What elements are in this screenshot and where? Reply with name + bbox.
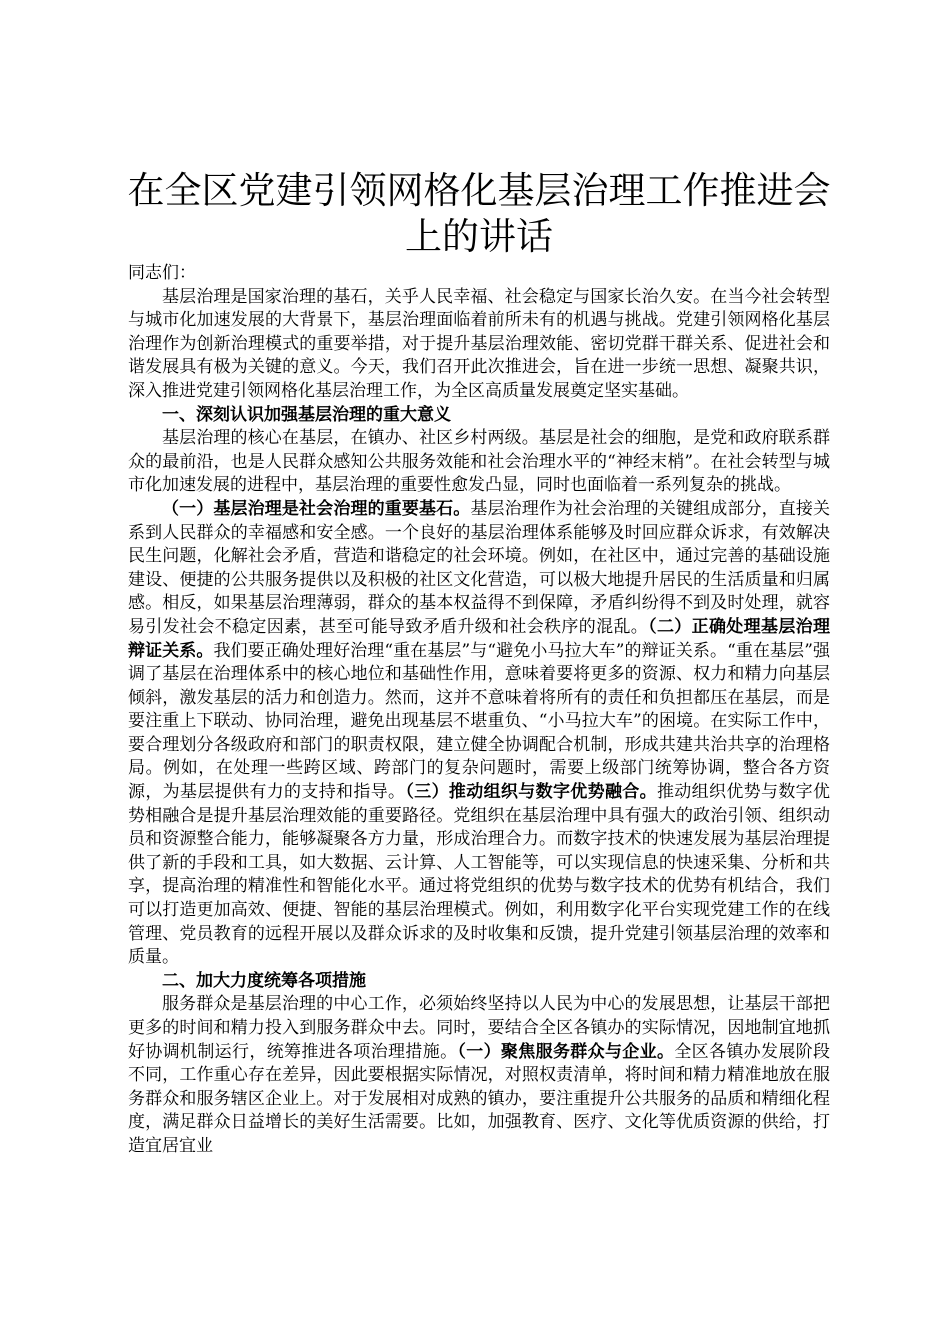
section1-sub2-text: 我们要正确处理好治理“重在基层”与“避免小马拉大车”的辩证关系。“重在基层”强调了基层在治理体系中的核心地位和基础性作用，意味着要将更多的资源、权力和精力向基层倾斜，激发基层的活力和创造力。然而，这并不意味着将所有的责任和负担都压在基层，而是要注重上下联动、协同治理，避免出现基层不堪重负、“小马拉大车”的困境。在实际工作中，要合理划分各级政府和部门的职责权限，建立健全协调配合机制，形成共建共治共享的治理格局。例如，在处理一些跨区域、跨部门的复杂问题时，需要上级部门统筹协调，整合各方资源，为基层提供有力的支持和指导。 — [128, 640, 830, 803]
document-title: 在全区党建引领网格化基层治理工作推进会上的讲话 — [127, 169, 831, 258]
section1-sub1-title: （一）基层治理是社会治理的重要基石。 — [162, 498, 471, 519]
section1-sub3-title: （三）推动组织与数字优势融合。 — [405, 782, 657, 803]
intro-paragraph: 基层治理是国家治理的基石，关乎人民幸福、社会稳定与国家长治久安。在当今社会转型与城市化加速发展的大背景下，基层治理面临着前所未有的机遇与挑战。党建引领网格化基层治理作为创新治理模式的重要举措，对于提升基层治理效能、密切党群干群关系、促进社会和谐发展具有极为关键的意义。今天，我们召开此次推进会，旨在进一步统一思想、凝聚共识，深入推进党建引领网格化基层治理工作，为全区高质量发展奠定坚实基础。 — [128, 286, 830, 401]
section1-sub3-text: 推动组织优势与数字优势相融合是提升基层治理效能的重要路径。党组织在基层治理中具有强大的政治引领、组织动员和资源整合能力，能够凝聚各方力量，形成治理合力。而数字技术的快速发展为基层治理提供了新的手段和工具，如大数据、云计算、人工智能等，可以实现信息的快速采集、分析和共享，提高治理的精准性和智能化水平。通过将党组织的优势与数字技术的优势有机结合，我们可以打造更加高效、便捷、智能的基层治理模式。例如，利用数字化平台实现党建工作的在线管理、党员教育的远程开展以及群众诉求的及时收集和反馈，提升党建引领基层治理的效率和质量。 — [128, 782, 831, 968]
section2-lead: 服务群众是基层治理的中心工作，必须始终坚持以人民为中心的发展思想，让基层干部把更多的时间和精力投入到服务群众中去。同时，要结合全区各镇办的实际情况，因地制宜地抓好协调机制运行，统筹推进各项治理措施。 — [128, 994, 830, 1062]
section2-body-paragraph — [128, 993, 830, 1158]
section2-heading: 二、加大力度统筹各项措施 — [162, 970, 366, 991]
section2-sub1-title: （一）聚焦服务群众与企业。 — [457, 1041, 675, 1062]
section1-sub1-text: 基层治理作为社会治理的关键组成部分，直接关系到人民群众的幸福感和安全感。一个良好的基层治理体系能够及时回应群众诉求，有效解决民生问题，化解社会矛盾，营造和谐稳定的社会环境。例如，在社区中，通过完善的基础设施建设、便捷的公共服务提供以及积极的社区文化营造，可以极大地提升居民的生活质量和归属感。相反，如果基层治理薄弱，群众的基本权益得不到保障，矛盾纠纷得不到及时处理，就容易引发社会不稳定因素，甚至可能导致矛盾升级和社会秩序的混乱。 — [128, 498, 831, 637]
document-page — [128, 168, 830, 1159]
section2-sub1-text: 全区各镇办发展阶段不同，工作重心存在差异，因此要根据实际情况，对照权责清单，将时间和精力精准地放在服务群众和服务辖区企业上。对于发展相对成熟的镇办，要注重提升公共服务的品质和精细化程度，满足群众日益增长的美好生活需要。比如，加强教育、医疗、文化等优质资源的供给，打造宜居宜业 — [128, 1041, 831, 1156]
salutation: 同志们： — [128, 263, 196, 283]
section1-lead-paragraph: 基层治理的核心在基层，在镇办、社区乡村两级。基层是社会的细胞，是党和政府联系群众的最前沿，也是人民群众感知公共服务效能和社会治理水平的“神经末梢”。在社会转型与城市化加速发展的进程中，基层治理的重要性愈发凸显，同时也面临着一系列复杂的挑战。 — [128, 428, 830, 496]
section1-body-paragraph — [128, 498, 830, 970]
section1-heading: 一、深刻认识加强基层治理的重大意义 — [162, 404, 451, 425]
section1-sub2-title: （二）正确处理基层治理辩证关系。 — [128, 616, 830, 661]
